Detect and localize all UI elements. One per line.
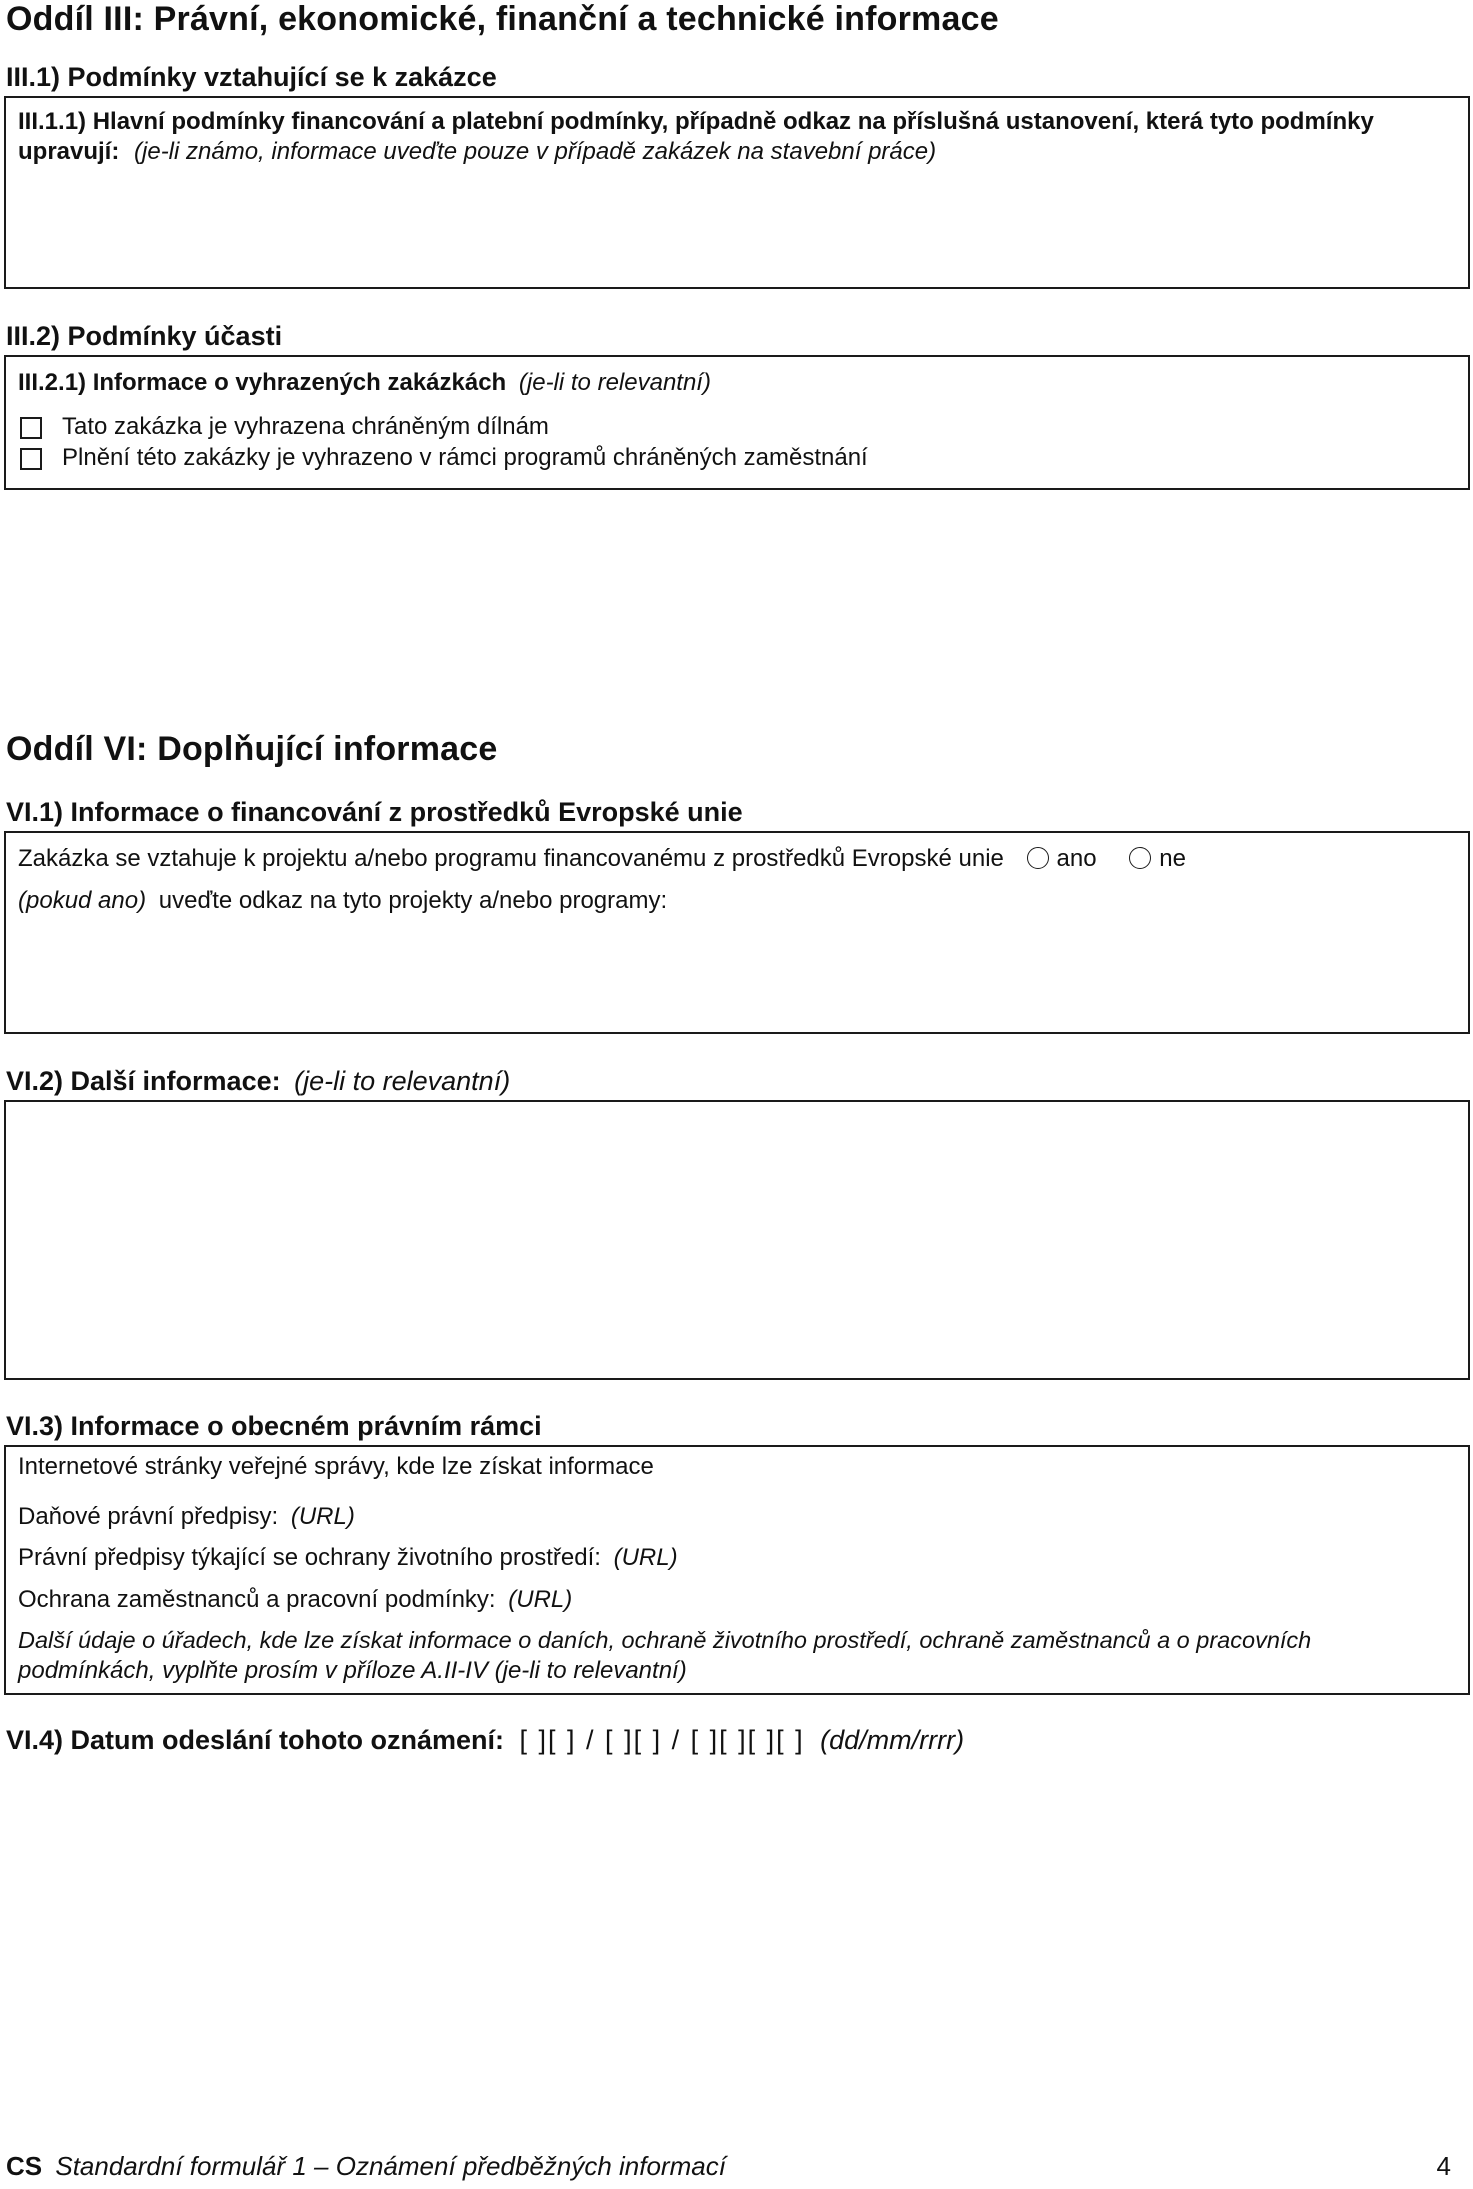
- vi-3-intro: Internetové stránky veřejné správy, kde lze získat informace: [18, 1453, 654, 1480]
- heading-vi-2: [6, 1066, 510, 1097]
- iii-2-1-label: [18, 369, 711, 397]
- employment-protection-url[interactable]: (URL): [508, 1586, 573, 1613]
- dispatch-date-fields[interactable]: [ ][ ] / [ ][ ] / [ ][ ][ ][ ]: [519, 1725, 805, 1755]
- environment-legislation-row: [18, 1544, 678, 1572]
- eu-funding-reference-field[interactable]: [18, 923, 1454, 1023]
- footer-left: [6, 2151, 726, 2182]
- box-vi-3: [4, 1445, 1470, 1695]
- checkbox-label-sheltered-employment: Plnění této zakázky je vyhrazeno v rámci programů chráněných zaměstnání: [62, 444, 868, 471]
- eu-funding-question: Zakázka se vztahuje k projektu a/nebo programu financovanému z prostředků Evropské unie: [18, 845, 1004, 872]
- iii-1-1-note: (je-li známo, informace uveďte pouze v případě zakázek na stavební práce): [134, 138, 937, 165]
- iii-2-1-label-note: (je-li to relevantní): [518, 369, 711, 396]
- footer-lang: CS: [6, 2151, 43, 2181]
- iii-1-1-label-upravuji: upravují:: [18, 138, 120, 165]
- checkbox-sheltered-employment[interactable]: [20, 448, 42, 470]
- heading-vi-4-row: [6, 1725, 964, 1756]
- heading-vi-2-bold: VI.2) Další informace:: [6, 1066, 281, 1096]
- section-title-vi: Oddíl VI: Doplňující informace: [6, 730, 498, 768]
- radio-eu-funding-yes[interactable]: [1027, 847, 1049, 869]
- employment-protection-label: Ochrana zaměstnanců a pracovní podmínky:: [18, 1586, 496, 1613]
- employment-protection-row: [18, 1586, 572, 1614]
- environment-legislation-label: Právní předpisy týkající se ochrany životního prostředí:: [18, 1544, 601, 1571]
- box-iii-1-1[interactable]: [4, 96, 1470, 289]
- heading-vi-1: VI.1) Informace o financování z prostředků Evropské unie: [6, 797, 743, 827]
- checkbox-protected-workshops[interactable]: [20, 417, 42, 439]
- eu-funding-reference-condition: (pokud ano): [18, 887, 147, 914]
- tax-legislation-url[interactable]: (URL): [290, 1503, 355, 1530]
- iii-1-1-label-line1: III.1.1) Hlavní podmínky financování a platební podmínky, případně odkaz na příslušná ustanovení, která tyto podmínky: [18, 108, 1374, 135]
- footer-form-name: Standardní formulář 1 – Oznámení předběžných informací: [55, 2151, 726, 2181]
- section-title-iii: Oddíl III: Právní, ekonomické, finanční a technické informace: [6, 0, 999, 38]
- tax-legislation-label: Daňové právní předpisy:: [18, 1503, 279, 1530]
- checkbox-row-sheltered-employment[interactable]: [20, 444, 868, 472]
- radio-label-yes: ano: [1056, 845, 1097, 872]
- box-vi-1: [4, 831, 1470, 1034]
- checkbox-row-protected-workshops[interactable]: [20, 413, 549, 441]
- eu-funding-question-row: [18, 845, 1186, 873]
- dispatch-date-format: (dd/mm/rrrr): [820, 1725, 965, 1755]
- heading-vi-2-note: (je-li to relevantní): [294, 1066, 511, 1096]
- radio-eu-funding-no[interactable]: [1129, 847, 1151, 869]
- vi-3-note-line1: Další údaje o úřadech, kde lze získat informace o daních, ochraně životního prostředí, ochraně zaměstnanců a o pracovních: [18, 1627, 1312, 1653]
- environment-legislation-url[interactable]: (URL): [613, 1544, 678, 1571]
- box-iii-2-1: [4, 355, 1470, 490]
- vi-3-note-line2: podmínkách, vyplňte prosím v příloze A.II-IV (je-li to relevantní): [18, 1657, 687, 1684]
- checkbox-label-protected-workshops: Tato zakázka je vyhrazena chráněným dílnám: [62, 413, 549, 440]
- iii-2-1-label-bold: III.2.1) Informace o vyhrazených zakázkách: [18, 369, 507, 396]
- eu-funding-reference-row: [18, 887, 667, 915]
- radio-label-no: ne: [1159, 845, 1186, 872]
- heading-vi-4: VI.4) Datum odeslání tohoto oznámení:: [6, 1725, 505, 1755]
- iii-1-1-label-line2: [18, 138, 936, 166]
- heading-vi-3: VI.3) Informace o obecném právním rámci: [6, 1411, 542, 1441]
- heading-iii-2: III.2) Podmínky účasti: [6, 321, 283, 351]
- tax-legislation-row: [18, 1503, 355, 1531]
- heading-iii-1: III.1) Podmínky vztahující se k zakázce: [6, 62, 497, 92]
- additional-info-field[interactable]: [4, 1100, 1470, 1380]
- eu-funding-reference-label: uveďte odkaz na tyto projekty a/nebo programy:: [158, 887, 668, 914]
- footer-page-number: 4: [1436, 2151, 1451, 2181]
